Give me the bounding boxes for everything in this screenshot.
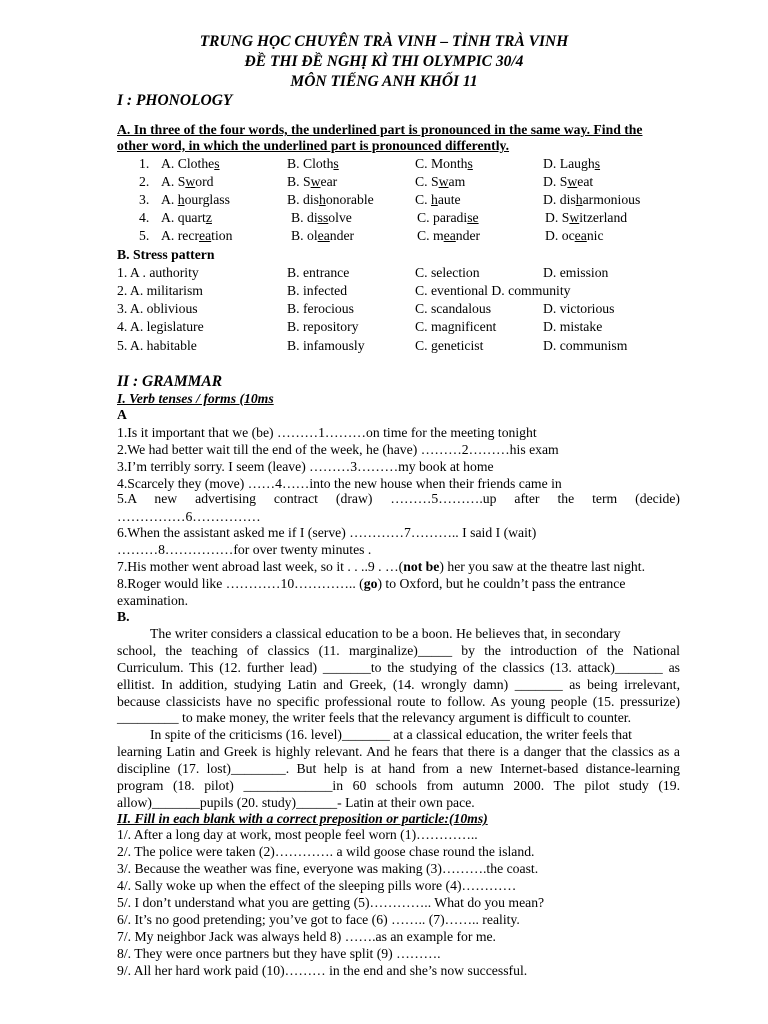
option-word: dis <box>302 192 319 207</box>
particle-question: 1/. After a long day at work, most people feel worn (1)………….. <box>117 827 478 842</box>
stress-option: 4. A. legislature <box>117 319 204 334</box>
grammar-part-b-label: B. <box>117 609 130 624</box>
phonology-item <box>0 192 768 208</box>
underlined-sound: ea <box>199 228 212 243</box>
passage-p1-line4: ellitist. In addition, studying Latin and Greek, (14. wrongly damn) _______ as being irrelevant, <box>117 677 680 692</box>
answer-option <box>287 174 337 190</box>
stress-option: 5. A. habitable <box>117 338 197 353</box>
stress-option: B. ferocious <box>287 301 354 316</box>
underlined-sound: w <box>310 174 321 189</box>
answer-option <box>545 210 627 226</box>
option-letter: B. <box>287 174 303 189</box>
option-word: Month <box>430 156 468 171</box>
answer-option <box>291 228 354 244</box>
answer-option <box>417 228 480 244</box>
answer-option <box>543 156 600 172</box>
answer-option <box>161 192 230 208</box>
item-number: 5. <box>139 228 150 243</box>
particles-heading: II. Fill in each blank with a correct preposition or particle:(10ms) <box>117 811 488 826</box>
question-8-continued: examination. <box>117 593 189 608</box>
grammar-part-a-label: A <box>117 407 127 422</box>
phonology-item <box>0 228 768 244</box>
underlined-sound: ea <box>574 228 587 243</box>
option-word-end: ear <box>320 174 338 189</box>
stress-option: C. selection <box>415 265 480 280</box>
option-word: oc <box>561 228 575 243</box>
answer-option <box>291 210 352 226</box>
passage-p1-line2: school, the teaching of classics (11. marginalize)_____ by the introduction of the National <box>117 643 680 658</box>
option-word: S <box>177 174 186 189</box>
option-word: m <box>432 228 444 243</box>
question-5: 5.A new advertising contract (draw) ………5……….up after the term (decide) <box>117 491 680 506</box>
underlined-sound: s <box>594 156 601 171</box>
option-word-end: ord <box>195 174 214 189</box>
stress-option: D. mistake <box>543 319 603 334</box>
stress-option: B. infected <box>287 283 348 298</box>
option-word-end: am <box>448 174 466 189</box>
option-word: S <box>559 174 568 189</box>
answer-option <box>161 174 214 190</box>
option-word: S <box>302 174 311 189</box>
passage-p1-line1: The writer considers a classical education to be a boon. He believes that, in secondary <box>150 626 621 641</box>
section-heading-phonology: I : PHONOLOGY <box>117 92 233 109</box>
question-3: 3.I’m terribly sorry. I seem (leave) ………3………my book at home <box>117 459 494 474</box>
option-word-end: ourglass <box>184 192 230 207</box>
option-word-end: aute <box>437 192 461 207</box>
school-title: TRUNG HỌC CHUYÊN TRÀ VINH – TỈNH TRÀ VINH <box>199 33 569 50</box>
stress-option: C. scandalous <box>415 301 492 316</box>
question-6-continued: ………8……………for over twenty minutes . <box>117 542 372 557</box>
stress-item <box>0 338 768 354</box>
particle-question: 5/. I don’t understand what you are getting (5)………….. What do you mean? <box>117 895 545 910</box>
underlined-sound: ea <box>443 228 456 243</box>
stress-option: 3. A. oblivious <box>117 301 198 316</box>
question-1: 1.Is it important that we (be) ………1………on time for the meeting tonight <box>117 425 537 440</box>
passage-p1-line6: _________ to make money, the writer feels that the relevancy argument is difficult to counter. <box>117 710 632 725</box>
underlined-sound: h <box>575 192 583 207</box>
option-letter: A. <box>161 210 178 225</box>
question-2: 2.We had better wait till the end of the week, he (have) ………2………his exam <box>117 442 559 457</box>
question-8-verb: go <box>363 576 378 591</box>
option-word: Clothe <box>177 156 215 171</box>
option-letter: C. <box>417 228 433 243</box>
option-letter: D. <box>545 210 562 225</box>
option-word-end: eat <box>577 174 594 189</box>
option-letter: D. <box>545 228 562 243</box>
option-letter: C. <box>415 174 431 189</box>
option-word: recr <box>177 228 200 243</box>
underlined-sound: s <box>467 156 473 171</box>
option-letter: A. <box>161 156 178 171</box>
option-letter: C. <box>415 192 431 207</box>
question-7-text: 7.His mother went abroad last week, so it . . ..9 . …( <box>117 559 404 574</box>
particle-question: 3/. Because the weather was fine, everyone was making (3)……….the coast. <box>117 861 539 876</box>
option-word: paradi <box>432 210 468 225</box>
option-letter: C. <box>417 210 433 225</box>
stress-item <box>0 265 768 281</box>
question-8 <box>117 576 625 592</box>
option-word: S <box>561 210 570 225</box>
option-letter: D. <box>543 156 560 171</box>
particle-question: 8/. They were once partners but they have split (9) ………. <box>117 946 441 961</box>
passage-p2-line1: In spite of the criticisms (16. level)_______ at a classical education, the writer feels that <box>150 727 632 742</box>
underlined-sound: w <box>438 174 449 189</box>
passage-p2-line2: learning Latin and Greek is highly relevant. And he fears that there is a danger that the classics as a <box>117 744 680 759</box>
answer-option <box>415 192 461 208</box>
underlined-sound: w <box>569 210 580 225</box>
stress-option: D. emission <box>543 265 609 280</box>
underlined-sound: s <box>214 156 220 171</box>
item-number: 3. <box>139 192 150 207</box>
particle-question: 6/. It’s no good pretending; you’ve got to face (6) …….. (7)…….. reality. <box>117 912 520 927</box>
answer-option <box>417 210 479 226</box>
stress-option: C. magnificent <box>415 319 497 334</box>
item-number: 2. <box>139 174 150 189</box>
option-word-end: olve <box>328 210 352 225</box>
option-letter: A. <box>161 192 178 207</box>
underlined-sound: z <box>205 210 212 225</box>
answer-option <box>543 174 593 190</box>
option-word-end: nic <box>586 228 604 243</box>
question-7-text-end: ) her you saw at the theatre last night. <box>439 559 646 574</box>
option-word: Laugh <box>559 156 595 171</box>
phonology-part-a-instruction: A. In three of the four words, the underlined part is pronounced in the same way. Find the other word, in which the underlined part is pronounced differently. <box>117 122 643 153</box>
underlined-sound: s <box>333 156 339 171</box>
item-number: 4. <box>139 210 150 225</box>
option-word-end: nder <box>455 228 481 243</box>
question-5-continued: ……………6…………… <box>117 509 261 524</box>
option-word-end: itzerland <box>579 210 628 225</box>
stress-option: C. eventional D. community <box>415 283 571 298</box>
stress-option: D. communism <box>543 338 628 353</box>
passage-p1-line5: because classicists have no specific professional route to follow. As young people (15. pressurize) <box>117 694 680 709</box>
question-4: 4.Scarcely they (move) ……4……into the new house when their friends came in <box>117 476 562 491</box>
section-heading-grammar: II : GRAMMAR <box>117 373 223 390</box>
particle-question: 9/. All her hard work paid (10)……… in the end and she’s now successful. <box>117 963 528 978</box>
answer-option <box>545 228 604 244</box>
option-word-end: nder <box>329 228 355 243</box>
stress-option: D. victorious <box>543 301 615 316</box>
option-letter: C. <box>415 156 431 171</box>
verb-tenses-heading: I. Verb tenses / forms (10ms <box>117 391 274 406</box>
question-7 <box>117 559 645 575</box>
stress-option: B. entrance <box>287 265 350 280</box>
option-letter: D. <box>543 174 560 189</box>
stress-pattern-heading: B. Stress pattern <box>117 247 215 262</box>
answer-option <box>161 228 232 244</box>
underlined-sound: w <box>185 174 196 189</box>
answer-option <box>287 192 374 208</box>
option-word: di <box>306 210 318 225</box>
phonology-item <box>0 174 768 190</box>
underlined-sound: ea <box>317 228 330 243</box>
stress-option: B. infamously <box>287 338 365 353</box>
passage-p2-line3: discipline (17. lost)________. But help is at hand from a new Internet-based distance-learning <box>117 761 680 776</box>
option-word: dis <box>559 192 576 207</box>
option-letter: B. <box>291 210 307 225</box>
exam-title: ĐỀ THI ĐỀ NGHỊ KÌ THI OLYMPIC 30/4 <box>244 53 524 70</box>
option-word-end: onorable <box>325 192 374 207</box>
option-word: quart <box>177 210 206 225</box>
option-word: S <box>430 174 439 189</box>
answer-option <box>161 210 212 226</box>
stress-option: C. geneticist <box>415 338 484 353</box>
option-letter: A. <box>161 174 178 189</box>
answer-option <box>415 156 473 172</box>
stress-option: 1. A . authority <box>117 265 199 280</box>
stress-item <box>0 301 768 317</box>
answer-option <box>415 174 465 190</box>
answer-option <box>161 156 220 172</box>
subject-title: MÔN TIẾNG ANH KHỐI 11 <box>290 73 478 90</box>
option-letter: B. <box>287 192 303 207</box>
option-letter: B. <box>291 228 307 243</box>
particle-question: 7/. My neighbor Jack was always held 8) …….as an example for me. <box>117 929 496 944</box>
question-6: 6.When the assistant asked me if I (serve) …………7……….. I said I (wait) <box>117 525 537 540</box>
item-number: 1. <box>139 156 150 171</box>
underlined-sound: w <box>567 174 578 189</box>
particle-question: 4/. Sally woke up when the effect of the sleeping pills wore (4)………… <box>117 878 517 893</box>
underlined-sound: ss <box>317 210 329 225</box>
stress-option: B. repository <box>287 319 359 334</box>
passage-p2-line5: allow)_______pupils (20. study)______- Latin at their own pace. <box>117 795 475 810</box>
option-word-end: armonious <box>582 192 641 207</box>
phonology-item <box>0 156 768 172</box>
option-word: ol <box>306 228 318 243</box>
option-word-end: tion <box>211 228 233 243</box>
option-word: Cloth <box>302 156 334 171</box>
answer-option <box>287 156 339 172</box>
passage-p2-line4: program (18. pilot) _____________in 60 schools from autumn 2000. The pilot study (19. <box>117 778 680 793</box>
stress-item <box>0 283 768 299</box>
particle-question: 2/. The police were taken (2)…………. a wild goose chase round the island. <box>117 844 535 859</box>
stress-option: 2. A. militarism <box>117 283 203 298</box>
phonology-item <box>0 210 768 226</box>
passage-p1-line3: Curriculum. This (12. further lead) _______to the studying of the classics (13. attack)_______ as <box>117 660 680 675</box>
option-letter: B. <box>287 156 303 171</box>
underlined-sound: h <box>318 192 326 207</box>
stress-item <box>0 319 768 335</box>
underlined-sound: h <box>177 192 185 207</box>
underlined-sound: se <box>467 210 479 225</box>
answer-option <box>543 192 640 208</box>
underlined-sound: h <box>430 192 438 207</box>
question-7-verb: not be <box>403 559 440 574</box>
option-letter: D. <box>543 192 560 207</box>
question-8-text-end: ) to Oxford, but he couldn’t pass the entrance <box>377 576 626 591</box>
option-letter: A. <box>161 228 178 243</box>
question-8-text: 8.Roger would like …………10………….. ( <box>117 576 364 591</box>
